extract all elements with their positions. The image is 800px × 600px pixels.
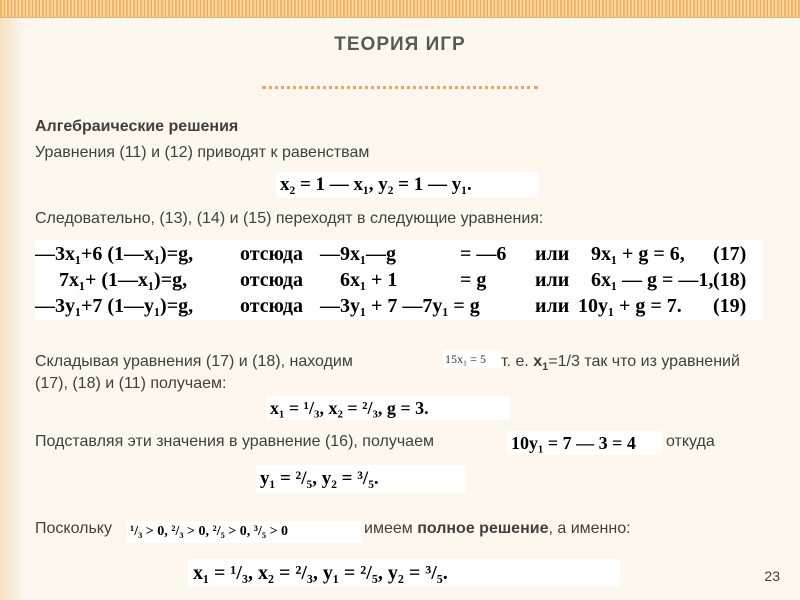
equation-number: (17) (713, 243, 747, 265)
equation-lhs: 7x₁+ (1—x₁)=g, (59, 269, 188, 291)
slide-title: ТЕОРИЯ ИГР (334, 34, 466, 55)
equation-row-18 (35, 267, 763, 293)
top-divider (0, 17, 800, 18)
decorative-top-bar (0, 0, 800, 17)
line3-te: т. е. (501, 353, 529, 370)
equation-mid: 6x₁ + 1 (340, 269, 398, 291)
text-line-2: Следовательно, (13), (14) и (15) переходят в следующие уравнения: (35, 210, 544, 227)
text-line-5a: Подставляя эти значения в уравнение (16), получаем (35, 433, 434, 450)
equation-or: или (535, 269, 570, 291)
formula-sum: 15x₁ = 5 (443, 350, 502, 368)
equation-or: или (535, 243, 570, 265)
equation-mid: —9x₁—g (320, 243, 396, 265)
equation-rhs: = g (460, 269, 487, 291)
equation-or: или (535, 295, 570, 317)
equation-row-19 (35, 293, 763, 319)
formula-positive: ¹/₃ > 0, ²/₃ > 0, ²/₅ > 0, ³/₅ > 0 (127, 521, 362, 543)
equation-lhs: —3y₁+7 (1—y₁)=g, (35, 295, 194, 317)
text-line-6b (364, 520, 631, 538)
decorative-left-band (0, 18, 24, 600)
line6-have: имеем (364, 520, 413, 537)
line3-rest: =1/3 так что из уравнений (548, 353, 740, 370)
text-line-5b: откуда (666, 433, 715, 450)
formula-y-values: y₁ = ²/₅, y₂ = ³/₅. (256, 465, 466, 493)
section-heading: Алгебраические решения (35, 118, 239, 135)
equation-result: 6x₁ — g = —1, (591, 269, 714, 291)
formula-y1: 10y₁ = 7 — 3 = 4 (507, 431, 662, 455)
text-line-3b (501, 353, 740, 373)
text-line-4: (17), (18) и (11) получаем: (35, 375, 227, 392)
formula-full-solution: x₁ = ¹/₃, x₂ = ²/₃, y₁ = ²/₅, y₂ = ³/₅. (188, 559, 620, 587)
equation-word: отсюда (240, 243, 303, 265)
line3-var: $x_1$ (533, 353, 549, 374)
equation-lhs: —3x₁+6 (1—x₁)=g, (35, 243, 194, 265)
equation-word: отсюда (240, 269, 303, 291)
page-number: 23 (764, 568, 780, 584)
equation-rhs: = —6 (460, 243, 507, 265)
title-underline (262, 86, 538, 89)
equation-number: (18) (713, 269, 747, 291)
equation-row-17 (35, 241, 763, 267)
equation-mid: —3y₁ + 7 —7y₁ = g (320, 295, 480, 317)
formula-x-values: x₁ = ¹/₃, x₂ = ²/₃, g = 3. (266, 396, 510, 420)
text-line-3a: Складывая уравнения (17) и (18), находим (35, 353, 353, 370)
equation-word: отсюда (240, 295, 303, 317)
text-line-6a: Поскольку (35, 520, 112, 537)
formula-equalities: x₂ = 1 — x₁, y₂ = 1 — y₁. (276, 172, 538, 198)
text-line-1: Уравнения (11) и (12) приводят к равенствам (35, 144, 370, 161)
equation-result: 10y₁ + g = 7. (578, 295, 682, 317)
equation-result: 9x₁ + g = 6, (591, 243, 685, 265)
line6-rest: , а именно: (548, 520, 631, 537)
equations-block (35, 240, 763, 320)
line6-bold: полное решение (417, 520, 549, 537)
equation-number: (19) (713, 295, 747, 317)
